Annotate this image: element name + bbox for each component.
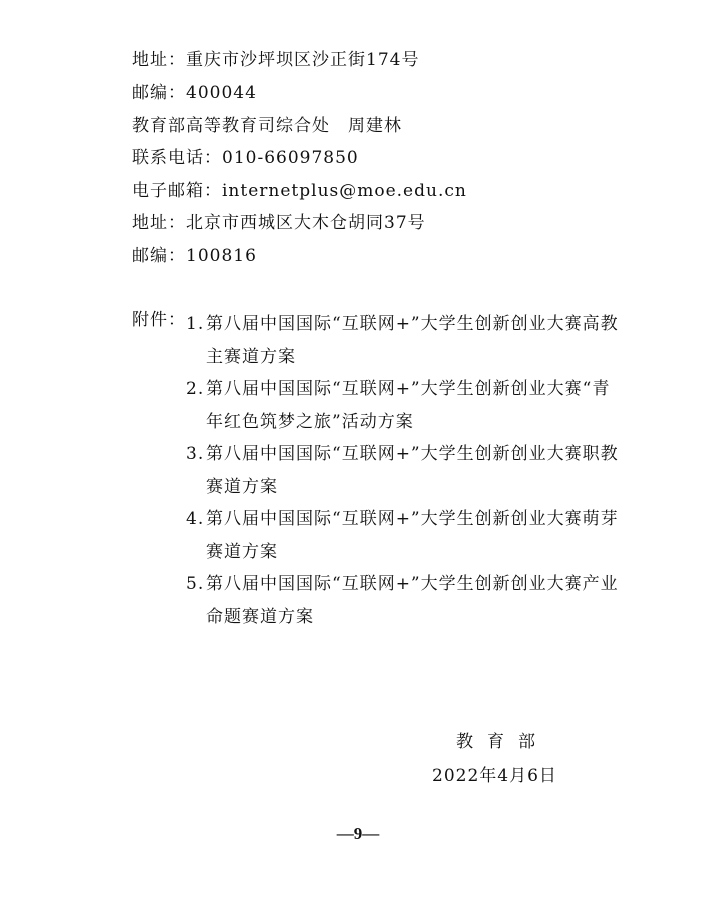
attachment-number: 5. [186,574,205,594]
attachment-number: 2. [186,379,205,399]
contact-postcode-chongqing: 邮编：400044 [132,83,257,103]
attachment-item [186,438,626,503]
issuing-organization: 教育部 [456,732,549,752]
attachment-title: 第八届中国国际“互联网+”大学生创新创业大赛职教赛道方案 [206,444,619,497]
attachment-number: 3. [186,444,205,464]
attachment-number: 1. [186,314,205,334]
issue-date: 2022年4月6日 [432,766,557,786]
attachment-title: 第八届中国国际“互联网+”大学生创新创业大赛产业命题赛道方案 [206,574,619,627]
attachment-item [186,308,626,373]
attachments-label: 附件： [132,310,186,330]
contact-address-chongqing: 地址：重庆市沙坪坝区沙正街174号 [132,50,420,70]
attachment-item [186,568,626,633]
contact-phone: 联系电话：010-66097850 [132,148,359,168]
contact-postcode-beijing: 邮编：100816 [132,246,257,266]
contact-address-beijing: 地址：北京市西城区大木仓胡同37号 [132,213,426,233]
attachments-list [186,308,626,633]
attachment-number: 4. [186,509,205,529]
contact-email: 电子邮箱：internetplus@moe.edu.cn [132,181,467,201]
attachment-title: 第八届中国国际“互联网+”大学生创新创业大赛高教主赛道方案 [206,314,619,367]
attachment-item [186,373,626,438]
attachment-item [186,503,626,568]
page-number: —9— [336,824,380,843]
contact-moe-office: 教育部高等教育司综合处 周建林 [132,116,402,136]
attachment-title: 第八届中国国际“互联网+”大学生创新创业大赛“青年红色筑梦之旅”活动方案 [206,379,611,432]
attachment-title: 第八届中国国际“互联网+”大学生创新创业大赛萌芽赛道方案 [206,509,619,562]
